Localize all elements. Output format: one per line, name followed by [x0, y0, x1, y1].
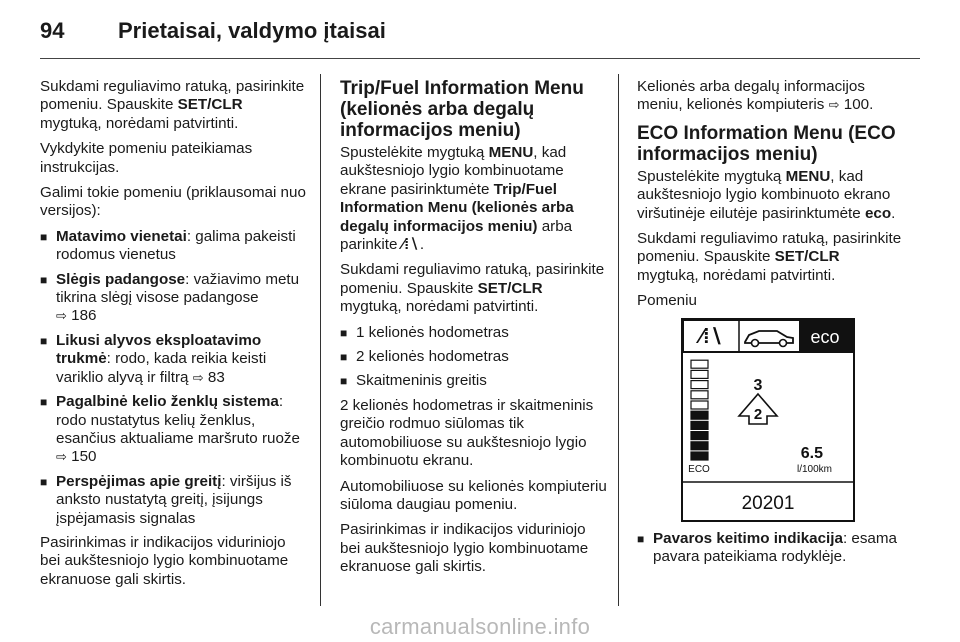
paragraph: Pomeniu — [637, 292, 697, 310]
paragraph: Spustelėkite mygtuką MENU, kad aukštesniojo lygio kombinuotame ekrane pasirinktumėte Trip/Fuel Information Menu (kelionės arba degalų informacijos meniu) arba parinkite ⁄⁞∖. — [340, 144, 574, 254]
column-divider — [618, 74, 619, 606]
list-item: ■ Perspėjimas apie greitį: viršijus iš anksto nustatytą greitį, įsijungs įspėjamasis signalas — [40, 473, 308, 528]
paragraph: Pasirinkimas ir indikacijos viduriniojo bei aukštesniojo lygio kombinuotame ekranuose gali skirtis. — [40, 533, 289, 588]
eco-bar-segment-empty — [691, 380, 708, 388]
trip-tab-icon: ⁄⁞∖ — [699, 325, 723, 348]
column-divider — [320, 74, 321, 606]
eco-label: ECO — [688, 463, 710, 475]
list-item: ■ 2 kelionės hodometras — [340, 348, 608, 366]
page-ref[interactable]: 83 — [207, 368, 225, 386]
paragraph: Spustelėkite mygtuką MENU, kad aukštesniojo lygio kombinuoto ekrano viršutinėje eilutėje pasirinktumėte eco. — [637, 167, 896, 222]
list-item: ■ Slėgis padangose: važiavimo metu tikrina slėgį visose padangose ⇨ 186 — [40, 271, 308, 326]
column-3 — [637, 78, 905, 572]
consumption-unit: l/100km — [796, 463, 832, 475]
eco-bar-segment-filled — [691, 452, 708, 460]
paragraph: Kelionės arba degalų informacijos meniu, kelionės kompiuteris ⇨ 100. — [637, 78, 874, 114]
paragraph: 2 kelionės hodometras ir skaitmeninis greičio rodmuo siūlomas tik automobiliuose su aukštesniojo lygio kombinuotu ekranu. — [340, 396, 594, 470]
header-divider — [40, 58, 920, 59]
eco-bar-segment-empty — [691, 401, 708, 409]
section-heading: ECO Information Menu (ECO informacijos meniu) — [637, 122, 896, 165]
odometer-value: 20201 — [741, 492, 795, 514]
eco-display-illustration — [683, 320, 853, 520]
page-ref[interactable]: 186 — [71, 307, 97, 325]
page-title: Prietaisai, valdymo įtaisai — [118, 18, 386, 43]
page-header — [40, 18, 386, 48]
list-item: ■ Pagalbinė kelio ženklų sistema: rodo nustatytus kelių ženklus, esančius aktualiame maršruto ruože ⇨ 150 — [40, 393, 308, 467]
submenu-list — [340, 324, 608, 391]
list-item: ■ Matavimo vienetai: galima pakeisti rodomus vienetus — [40, 228, 308, 265]
column-2 — [340, 78, 608, 584]
page-ref-arrow-icon: ⇨ — [192, 369, 204, 385]
eco-bar-gauge — [691, 360, 708, 460]
paragraph: Pasirinkimas ir indikacijos viduriniojo bei aukštesniojo lygio kombinuotame ekranuose gali skirtis. — [340, 521, 589, 576]
eco-bar-segment-filled — [691, 421, 708, 429]
column-1 — [40, 78, 308, 596]
watermark: carmanualsonline.info — [369, 614, 591, 639]
page-ref[interactable]: 100 — [843, 96, 870, 114]
eco-bar-segment-empty — [691, 370, 708, 378]
page-number: 94 — [40, 18, 65, 43]
submenu-list — [40, 228, 308, 528]
page-ref-arrow-icon: ⇨ — [56, 449, 67, 465]
submenu-list — [637, 530, 905, 567]
eco-bar-segment-empty — [691, 360, 708, 368]
paragraph: Automobiliuose su kelionės kompiuteriu siūloma daugiau pomeniu. — [340, 477, 607, 513]
eco-bar-segment-filled — [691, 431, 708, 439]
eco-tab-label: eco — [810, 326, 840, 347]
list-item: ■ Pavaros keitimo indikacija: esama pavara pateikiama rodyklėje. — [637, 530, 905, 567]
trip-symbol-icon: ⁄⁞∖ — [401, 236, 420, 254]
paragraph: Vykdykite pomeniu pateikiamas instrukcijas. — [40, 140, 253, 176]
page-ref[interactable]: 150 — [71, 448, 97, 466]
paragraph: Sukdami reguliavimo ratuką, pasirinkite pomeniu. Spauskite SET/CLR mygtuką, norėdami patvirtinti. — [340, 261, 605, 316]
paragraph: Sukdami reguliavimo ratuką, pasirinkite pomeniu. Spauskite SET/CLR mygtuką, norėdami patvirtinti. — [637, 230, 902, 284]
eco-bar-segment-filled — [691, 441, 708, 449]
paragraph: Sukdami reguliavimo ratuką, pasirinkite pomeniu. Spauskite SET/CLR mygtuką, norėdami patvirtinti. — [40, 78, 305, 132]
gear-upper-value: 3 — [753, 376, 763, 394]
eco-display-figure — [681, 318, 855, 522]
list-item: ■ Skaitmeninis greitis — [340, 372, 608, 390]
consumption-value: 6.5 — [800, 444, 823, 462]
paragraph: Galimi tokie pomeniu (priklausomai nuo versijos): — [40, 184, 306, 220]
page-ref-arrow-icon: ⇨ — [828, 97, 840, 113]
eco-symbol-icon: eco — [864, 204, 892, 222]
list-item: ■ 1 kelionės hodometras — [340, 324, 608, 342]
eco-bar-segment-empty — [691, 390, 708, 398]
eco-bar-segment-filled — [691, 411, 708, 419]
list-item: ■ Likusi alyvos eksploatavimo trukmė: rodo, kada reikia keisti variklio alyvą ir filtrą ⇨ 83 — [40, 332, 308, 387]
page-ref-arrow-icon: ⇨ — [56, 308, 67, 324]
section-heading: Trip/Fuel Information Menu (kelionės arba degalų informacijos meniu) — [340, 78, 584, 141]
gear-lower-value: 2 — [753, 405, 763, 423]
